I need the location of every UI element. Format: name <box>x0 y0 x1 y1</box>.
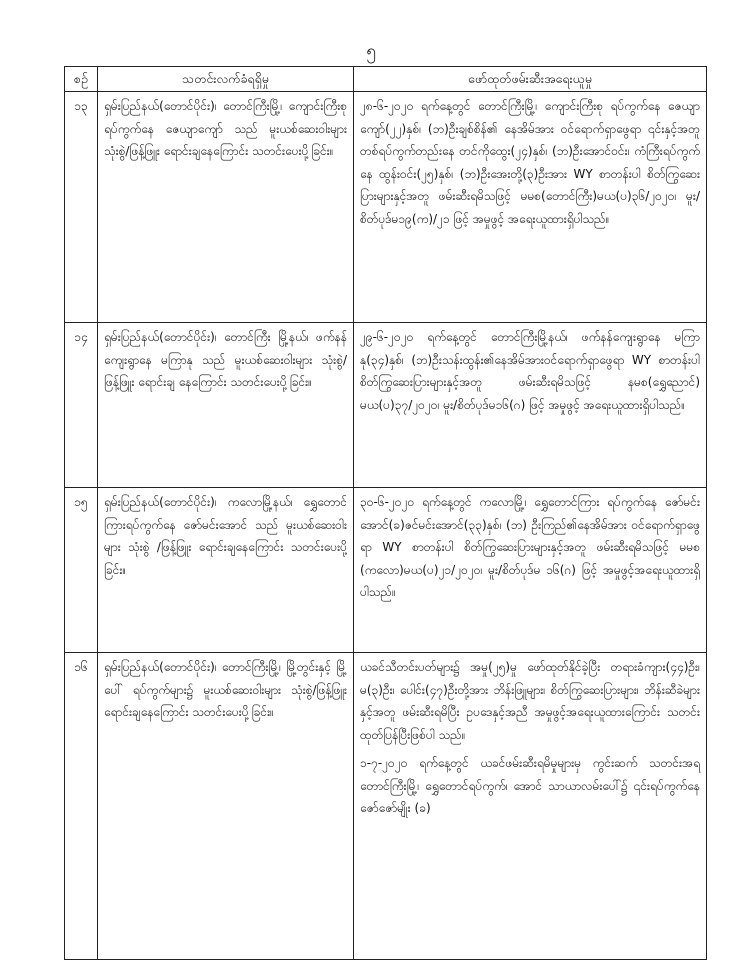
info-cell: ရှမ်းပြည်နယ်(တောင်ပိုင်း)၊ တောင်ကြီးမြို့၊ မြို့တွင်းနှင့် မြို့ပေါ် ရပ်ကွက်များ၌ မူးယစ်ဆေးဝါးများ သုံးစွဲ/ဖြန့်ဖြူးရောင်းချနေကြောင်း သတင်းပေးပို့ခြင်း။ <box>98 653 354 960</box>
row-number: ၁၃ <box>65 92 98 323</box>
action-cell <box>354 92 707 323</box>
header-info: သတင်းလက်ခံရရှိမှု <box>98 67 354 92</box>
info-cell: ရှမ်းပြည်နယ်(တောင်ပိုင်း)၊ ကလောမြို့နယ်၊ ရွှေတောင်ကြားရပ်ကွက်နေ ဇော်မင်းအောင် သည် မူးယစ်ဆေးဝါးများ သုံးစွဲ /ဖြန့်ဖြူး ရောင်းချနေကြောင်း သတင်းပေးပို့ခြင်း။ <box>98 488 354 653</box>
action-cell <box>354 653 707 960</box>
table-header-row <box>65 67 707 92</box>
action-paragraph: ယခင်သီတင်းပတ်များ၌ အမှု(၂၅)မှု ဖော်ထုတ်နိုင်ခဲ့ပြီး တရားခံကျား(၄၄)ဦး၊ မ(၃)ဦး၊ ပေါင်း(၄၇)ဦးတို့အား ဘိန်းဖြူများ၊ စိတ်ကြွဆေးပြားများ၊ ဘိန်းဆီခဲများနှင့်အတူ ဖမ်းဆီးရမိပြီး ဥပဒေနှင့်အညီ အမှုဖွင့်အရေးယူထားကြောင်း သတင်းထုတ်ပြန်ပြီးဖြစ်ပါ သည်။ <box>360 660 700 742</box>
header-no: စဉ် <box>65 67 98 92</box>
row-number: ၁၆ <box>65 653 98 960</box>
action-paragraph: ၂၉-၆-၂၀၂၀ ရက်နေ့တွင် တောင်ကြီးမြို့နယ်၊ ဖက်နန်ကျေးရွာနေ မကြာနု(၃၄)နှစ်၊ (ဘ)ဦးသန်းထွန်း၏နေအိမ်အားဝင်ရောက်ရှာဖွေရာ WY စာတန်းပါစိတ်ကြွဆေးပြားများနှင့်အတူ ဖမ်းဆီးရမိသဖြင့် နမစ(ရွှေညောင်) မယ(ပ)၃၇/၂၀၂၀၊ မူး/စိတ်ပုဒ်မ၁၆(ဂ) ဖြင့် အမှုဖွင့် အရေးယူထားရှိပါသည်။ <box>360 330 700 412</box>
row-number: ၁၅ <box>65 488 98 653</box>
row-number: ၁၄ <box>65 323 98 488</box>
table-row <box>65 488 707 653</box>
action-paragraph: ၁-၇-၂၀၂၀ ရက်နေ့တွင် ယခင်ဖမ်းဆီးရမိမှုများမှ ကွင်းဆက် သတင်းအရ တောင်ကြီးမြို့၊ ရွှေတောင်ရပ်ကွက်၊ အောင် သာယာလမ်းပေါ်၌ ၎င်းရပ်ကွက်နေ ဇော်ဇော်မျိုး (ခ) <box>360 756 700 815</box>
table-row <box>65 323 707 488</box>
table-row <box>65 653 707 960</box>
report-table <box>64 66 707 960</box>
page-number: ၅ <box>366 41 376 61</box>
info-cell: ရှမ်းပြည်နယ်(တောင်ပိုင်း)၊ တောင်ကြီး မြို့နယ်၊ ဖက်နန်ကျေးရွာနေ မကြာနု သည် မူးယစ်ဆေးဝါးများ သုံးစွဲ/ဖြန့်ဖြူး ရောင်းချ နေကြောင်း သတင်းပေးပို့ခြင်း။ <box>98 323 354 488</box>
table-row <box>65 92 707 323</box>
action-paragraph: ၃၀-၆-၂၀၂၀ ရက်နေ့တွင် ကလောမြို့၊ ရွှေတောင်ကြား ရပ်ကွက်နေ ဇော်မင်းအောင်(ခ)ဇင်မင်းအောင်(၃၃)နှစ်၊ (ဘ) ဦးကြည်၏နေအိမ်အား ဝင်ရောက်ရှာဖွေရာ WY စာတန်းပါ စိတ်ကြွဆေးပြားများနှင့်အတူ ဖမ်းဆီးရမိသဖြင့် မမစ (ကလော)မယ(ပ)၂၁/၂၀၂၀၊ မူး/စိတ်ပုဒ်မ ၁၆(ဂ) ဖြင့် အမှုဖွင့်အရေးယူထားရှိပါသည်။ <box>360 495 700 599</box>
action-cell <box>354 323 707 488</box>
info-cell: ရှမ်းပြည်နယ်(တောင်ပိုင်း)၊ တောင်ကြီးမြို့၊ ကျောင်းကြီးစု ရပ်ကွက်နေ ဇေယျာကျော် သည် မူးယစ်ဆေးဝါးများ သုံးစွဲ/ဖြန့်ဖြူး ရောင်းချနေကြောင်း သတင်းပေးပို့ခြင်း။ <box>98 92 354 323</box>
header-action: ဖော်ထုတ်ဖမ်းဆီးအရေးယူမှု <box>354 67 707 92</box>
action-cell <box>354 488 707 653</box>
action-paragraph: ၂၈-၆-၂၀၂၀ ရက်နေ့တွင် တောင်ကြီးမြို့၊ ကျောင်းကြီးစု ရပ်ကွက်နေ ဇေယျာကျော်(၂၂)နှစ်၊ (ဘ)ဦးချစ်စိန်၏ နေအိမ်အား ဝင်ရောက်ရှာဖွေရာ ၎င်းနှင့်အတူ တစ်ရပ်ကွက်တည်းနေ တင်ကိုထွေး(၂၄)နှစ်၊ (ဘ)ဦးအောင်ဝင်း၊ ကံကြီးရပ်ကွက်နေ ထွန်းဝင်း(၂၅)နှစ်၊ (ဘ)ဦးအေးတို့(၃)ဦးအား WY စာတန်းပါ စိတ်ကြွဆေးပြားများနှင့်အတူ ဖမ်းဆီးရမိသဖြင့် မမစ(တောင်ကြီး)မယ(ပ)၃၆/၂၀၂၀၊ မူး/စိတ်ပုဒ်မ၁၉(က)/၂၁ ဖြင့် အမှုဖွင့် အရေးယူထားရှိပါသည်။ <box>360 99 700 226</box>
